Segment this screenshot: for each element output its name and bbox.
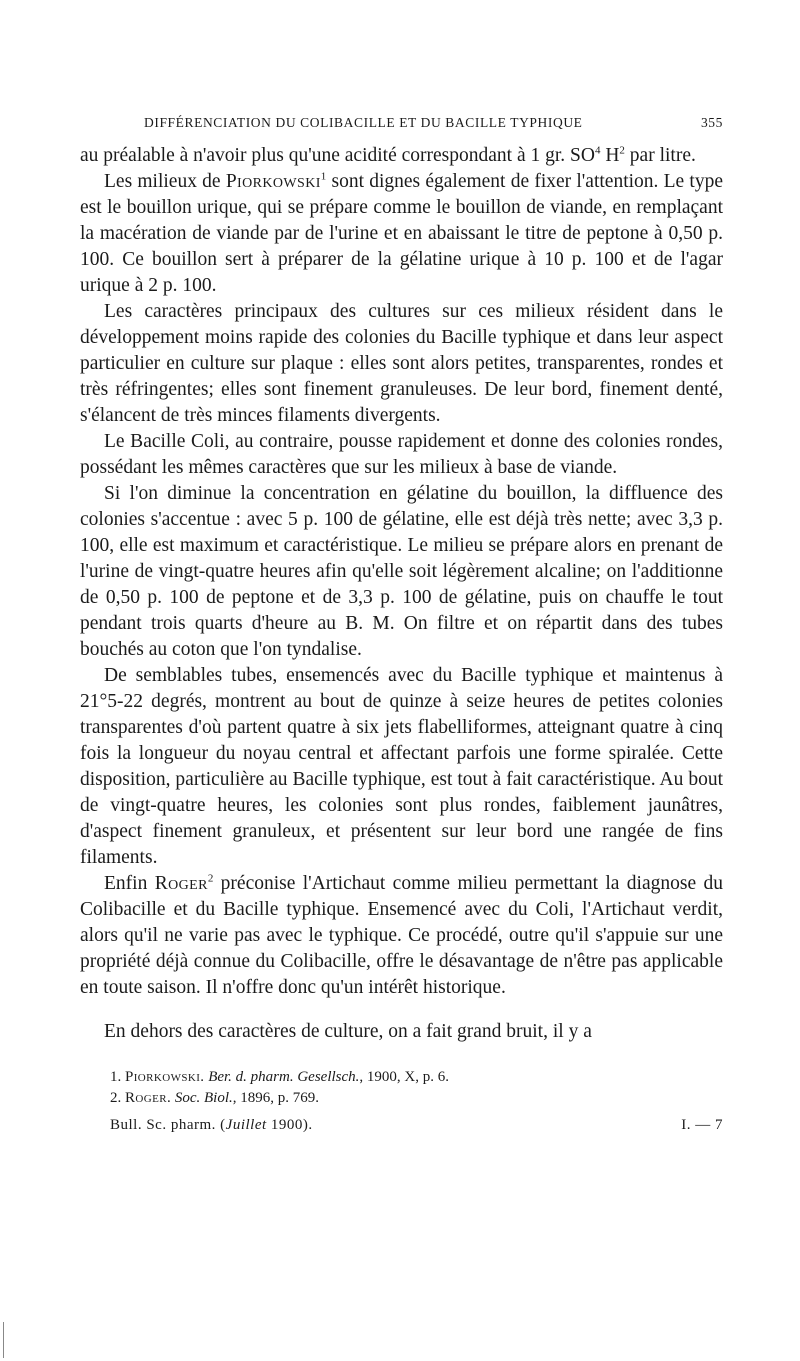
paragraph	[80, 663, 723, 871]
text-run: par litre.	[624, 145, 696, 166]
scan-edge-mark	[0, 1322, 10, 1358]
page	[80, 112, 723, 1134]
footnote-marker: 2	[207, 872, 214, 885]
footnote-author: Piorkowski.	[125, 1069, 205, 1085]
body-text	[80, 143, 723, 1045]
footnote	[110, 1088, 723, 1109]
text-run: De semblables tubes, ensemencés avec du Bacille typhique et maintenus à 21°5-22 degrés, montrent au bout de quinze à seize heures de petites colonies transparentes d'où partent quatre à six jets flabelliformes, atteignant quatre à cinq fois la longueur du noyau central et affectant parfois une forme spiralée. Cette disposition, particulière au Bacille typhique, est tout à fait caractéristique. Au bout de vingt-quatre heures, les colonies sont plus rondes, faiblement jaunâtres, d'aspect finement granuleux, et présentent sur leur bord une rangée de fins filaments.	[80, 665, 723, 868]
paragraph	[80, 1019, 723, 1045]
text-run: Les caractères principaux des cultures sur ces milieux résident dans le développement moins rapide des colonies du Bacille typhique et dans leur aspect particulier en culture sur plaque : elles sont alors petites, transparentes, rondes et très réfringentes; elles sont finement granuleuses. De leur bord, finement denté, s'élancent de très minces filaments divergents.	[80, 301, 723, 426]
footnote-number: 2.	[110, 1090, 122, 1106]
text-run: En dehors des caractères de culture, on a fait grand bruit, il y a	[104, 1021, 592, 1042]
footnote-marker: 4	[594, 144, 601, 157]
paragraph	[80, 169, 723, 299]
paragraph	[80, 143, 723, 169]
text-run: Si l'on diminue la concentration en gélatine du bouillon, la diffluence des colonies s'accentue : avec 5 p. 100 de gélatine, elle est déjà très nette; avec 3,3 p. 100, elle est maximum et caractéristique. Le milieu se prépare alors en prenant de l'urine de vingt-quatre heures afin qu'elle soit légèrement alcaline; on l'additionne de 0,50 p. 100 de peptone et de 3,3 p. 100 de gélatine, puis on chauffe le tout pendant trois quarts d'heure au B. M. On filtre et on répartit dans des tubes bouchés au coton que l'on tyndalise.	[80, 483, 723, 660]
author-name: Roger	[154, 873, 208, 894]
text-run: sont dignes également de fixer l'attention. Le type est le bouillon urique, qui se prépare comme le bouillon de viande, en remplaçant la macération de viande par de l'urine et en abaissant le titre de peptone à 0,50 p. 100. Ce bouillon sert à préparer de la gélatine urique à 10 p. 100 et de l'agar urique à 2 p. 100.	[80, 171, 723, 296]
footnote-source: Soc. Biol.	[174, 1090, 233, 1106]
footnote-number: 1.	[110, 1069, 122, 1085]
text-run: Les milieux de	[104, 171, 226, 192]
paragraph	[80, 871, 723, 1001]
footnote-source: Ber. d. pharm. Gesellsch.	[208, 1069, 360, 1085]
footnote-author: Roger.	[125, 1090, 172, 1106]
paragraph	[80, 299, 723, 429]
page-number: 355	[700, 115, 723, 130]
text-run: préconise l'Artichaut comme milieu permettant la diagnose du Colibacille et du Bacille typhique. Ensemencé avec du Coli, l'Artichaut verdit, alors qu'il ne varie pas avec le typhique. Ce procédé, outre qu'il s'appuie sur une propriété déjà connue du Colibacille, offre le désavantage de n'être pas applicable en toute saison. Il n'offre donc qu'un intérêt historique.	[80, 873, 723, 998]
paragraph	[80, 481, 723, 663]
author-name: Piorkowski	[225, 171, 321, 192]
text-run: au préalable à n'avoir plus qu'une acidité correspondant à 1 gr. SO	[80, 145, 595, 166]
footnotes	[80, 1067, 723, 1109]
paragraph	[80, 429, 723, 481]
running-head	[144, 112, 723, 134]
footnote-marker: 1	[320, 170, 327, 183]
signature-mark: I. — 7	[681, 1117, 723, 1133]
footnote-marker: 2	[619, 144, 625, 157]
running-head-title: DIFFÉRENCIATION DU COLIBACILLE ET DU BACILLE TYPHIQUE	[144, 115, 583, 130]
journal-citation-suffix: 1900).	[266, 1117, 313, 1133]
text-run: Le Bacille Coli, au contraire, pousse rapidement et donne des colonies rondes, possédant les mêmes caractères que sur les milieux à base de viande.	[80, 431, 723, 478]
text-run: H	[600, 145, 620, 166]
footnote-details: , 1900, X, p. 6.	[359, 1069, 450, 1085]
journal-citation-prefix: Bull. Sc. pharm. (	[110, 1117, 226, 1133]
page-footer	[80, 1117, 723, 1134]
footnote-details: , 1896, p. 769.	[232, 1090, 320, 1106]
journal-citation	[110, 1117, 313, 1134]
footnote	[110, 1067, 723, 1088]
journal-citation-month: Juillet	[225, 1117, 267, 1133]
text-run: Enfin	[104, 873, 155, 894]
